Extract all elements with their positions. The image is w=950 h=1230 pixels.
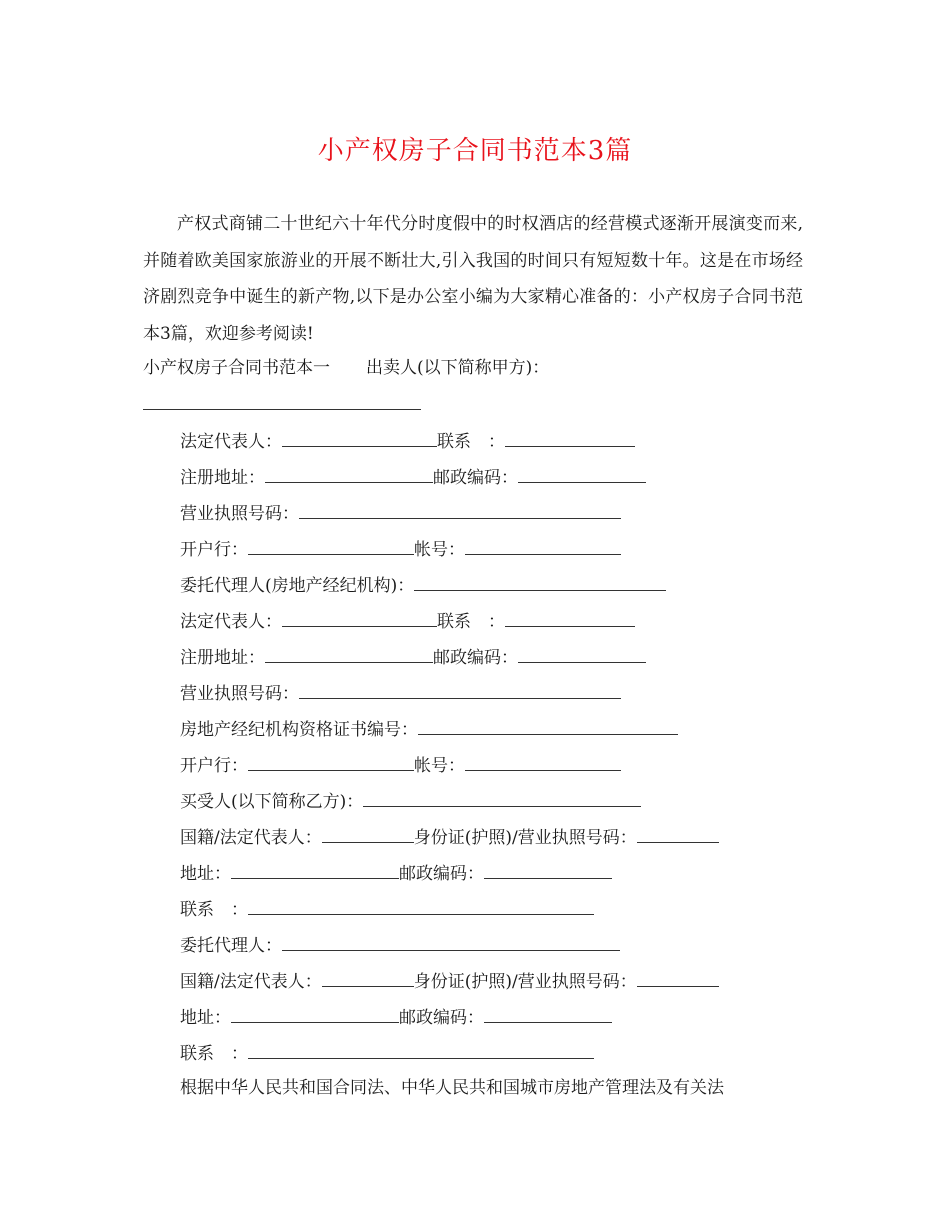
buyer-blank: [363, 788, 641, 807]
field-row-legal-rep: [180, 428, 635, 452]
nationality-label: 国籍/法定代表人：: [180, 972, 322, 992]
postal-code-blank: [484, 860, 612, 879]
id-license-label: 身份证(护照)/营业执照号码：: [413, 972, 637, 992]
field-row-agent: [180, 932, 620, 956]
contact-blank: [505, 608, 635, 627]
account-label: 帐号：: [414, 756, 465, 776]
nationality-blank: [322, 968, 414, 987]
postal-code-blank: [484, 1004, 612, 1023]
field-row-nationality: [180, 824, 719, 848]
postal-code-blank: [518, 644, 646, 663]
id-license-blank: [637, 968, 719, 987]
field-row-bank: [180, 536, 621, 560]
agent-label: 委托代理人：: [180, 936, 282, 956]
reg-address-blank: [265, 644, 433, 663]
agency-cert-label: 房地产经纪机构资格证书编号：: [180, 720, 418, 740]
section-title: 小产权房子合同书范本一: [143, 358, 330, 378]
contact-label: 联系 ：: [180, 1044, 248, 1064]
bank-blank: [248, 752, 414, 771]
field-row-address-2: [180, 1004, 612, 1028]
field-row-agency-cert: [180, 716, 678, 740]
agent-blank: [282, 932, 620, 951]
field-row-license: [180, 500, 621, 524]
bank-label: 开户行：: [180, 756, 248, 776]
address-blank: [231, 860, 399, 879]
contact-label: 联系 ：: [180, 900, 248, 920]
field-row-reg-address: [180, 464, 646, 488]
license-blank: [299, 680, 621, 699]
nationality-label: 国籍/法定代表人：: [180, 828, 322, 848]
license-label: 营业执照号码：: [180, 504, 299, 524]
field-row-contact: [180, 896, 594, 920]
field-row-address: [180, 860, 612, 884]
license-label: 营业执照号码：: [180, 684, 299, 704]
id-license-label: 身份证(护照)/营业执照号码：: [413, 828, 637, 848]
legal-rep-blank: [282, 428, 437, 447]
postal-code-label: 邮政编码：: [399, 1008, 484, 1028]
field-row-legal-rep-2: [180, 608, 635, 632]
legal-rep-blank: [282, 608, 437, 627]
seller-label: 出卖人(以下简称甲方)：: [366, 358, 550, 378]
section-heading-line: [143, 356, 549, 380]
contact-label: 联系 ：: [437, 432, 505, 452]
contact-blank: [505, 428, 635, 447]
address-blank: [231, 1004, 399, 1023]
id-license-blank: [637, 824, 719, 843]
postal-code-label: 邮政编码：: [399, 864, 484, 884]
closing-paragraph: 根据中华人民共和国合同法、中华人民共和国城市房地产管理法及有关法: [180, 1078, 724, 1098]
postal-code-label: 邮政编码：: [433, 468, 518, 488]
bank-label: 开户行：: [180, 540, 248, 560]
seller-name-blank: [143, 409, 421, 410]
contact-label: 联系 ：: [437, 612, 505, 632]
reg-address-label: 注册地址：: [180, 648, 265, 668]
intro-paragraph: 产权式商铺二十世纪六十年代分时度假中的时权酒店的经营模式逐渐开展演变而来,并随着欧美国家旅游业的开展不断壮大,引入我国的时间只有短短数十年。这是在市场经济剧烈竞争中诞生的新产物,以下是办公室小编为大家精心准备的：小产权房子合同书范本3篇，欢迎参考阅读!: [143, 214, 803, 344]
account-blank: [465, 752, 621, 771]
reg-address-label: 注册地址：: [180, 468, 265, 488]
document-title: 小产权房子合同书范本3篇: [317, 136, 633, 166]
account-label: 帐号：: [414, 540, 465, 560]
field-row-buyer: [180, 788, 641, 812]
contact-blank: [248, 1040, 594, 1059]
address-label: 地址：: [180, 864, 231, 884]
legal-rep-label: 法定代表人：: [180, 612, 282, 632]
bank-blank: [248, 536, 414, 555]
agent-org-blank: [414, 572, 666, 591]
agent-org-label: 委托代理人(房地产经纪机构)：: [180, 576, 415, 596]
field-row-reg-address-2: [180, 644, 646, 668]
field-row-bank-2: [180, 752, 621, 776]
nationality-blank: [322, 824, 414, 843]
license-blank: [299, 500, 621, 519]
field-row-license-2: [180, 680, 621, 704]
address-label: 地址：: [180, 1008, 231, 1028]
field-row-nationality-2: [180, 968, 719, 992]
field-row-contact-2: [180, 1040, 594, 1064]
postal-code-blank: [518, 464, 646, 483]
buyer-label: 买受人(以下简称乙方)：: [180, 792, 364, 812]
account-blank: [465, 536, 621, 555]
reg-address-blank: [265, 464, 433, 483]
agency-cert-blank: [418, 716, 678, 735]
legal-rep-label: 法定代表人：: [180, 432, 282, 452]
field-row-agent-org: [180, 572, 666, 596]
postal-code-label: 邮政编码：: [433, 648, 518, 668]
contact-blank: [248, 896, 594, 915]
